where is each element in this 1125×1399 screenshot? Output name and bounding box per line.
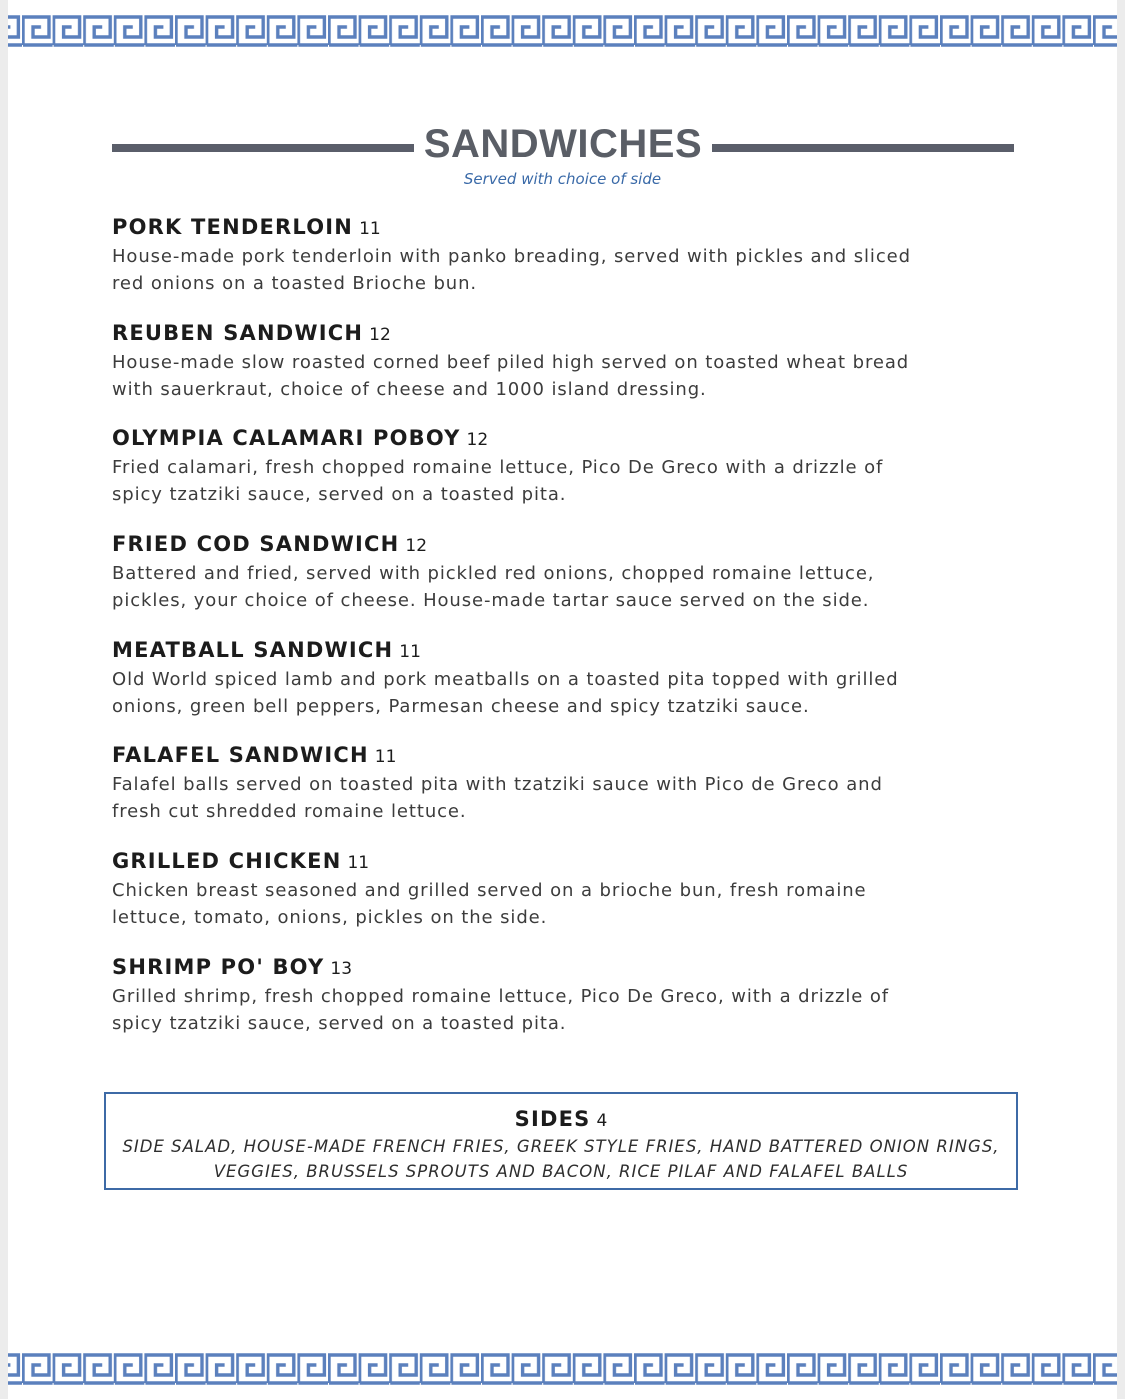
menu-item bbox=[112, 847, 1012, 953]
item-description: Old World spiced lamb and pork meatballs on a toasted pita topped with grilled onions, green bell peppers, Parmesan cheese and spicy tzatziki sauce. bbox=[112, 668, 899, 717]
menu-item bbox=[112, 213, 1012, 319]
menu-item bbox=[112, 530, 1012, 636]
greek-key-border-top bbox=[8, 12, 1117, 52]
greek-key-border-bottom bbox=[8, 1350, 1117, 1390]
section-header bbox=[112, 120, 1014, 168]
menu-item bbox=[112, 636, 1012, 742]
item-price: 11 bbox=[399, 641, 421, 662]
header-rule-left bbox=[112, 144, 414, 152]
page-edge-left bbox=[0, 0, 8, 1399]
item-name: OLYMPIA CALAMARI POBOY bbox=[112, 426, 461, 451]
item-name: GRILLED CHICKEN bbox=[112, 849, 342, 874]
item-price: 11 bbox=[374, 747, 397, 768]
item-price: 12 bbox=[405, 536, 428, 557]
item-description: House-made slow roasted corned beef piled high served on toasted wheat bread with sauerkraut, choice of cheese and 1000 island dressing. bbox=[112, 351, 910, 400]
item-name: PORK TENDERLOIN bbox=[112, 215, 354, 239]
header-rule-right bbox=[712, 144, 1014, 152]
item-description: Battered and fried, served with pickled red onions, chopped romaine lettuce, pickles, your choice of cheese. House-made tartar sauce served on the side. bbox=[112, 563, 875, 612]
item-price: 12 bbox=[466, 430, 489, 451]
item-price: 11 bbox=[359, 219, 381, 239]
sides-box bbox=[104, 1092, 1018, 1190]
item-description: House-made pork tenderloin with panko breading, served with pickles and sliced red onions on a toasted Brioche bun. bbox=[112, 246, 911, 294]
page-title: SANDWICHES bbox=[423, 121, 703, 166]
sides-list: SIDE SALAD, HOUSE-MADE FRENCH FRIES, GREEK STYLE FRIES, HAND BATTERED ONION RINGS, VEGGIES, BRUSSELS SPROUTS AND BACON, RICE PILAF AND FALAFEL BALLS bbox=[122, 1137, 1000, 1181]
item-description: Grilled shrimp, fresh chopped romaine lettuce, Pico De Greco, with a drizzle of spicy tzatziki sauce, served on a toasted pita. bbox=[112, 985, 890, 1034]
menu-item bbox=[112, 741, 1012, 847]
menu-item bbox=[112, 953, 1012, 1059]
item-price: 13 bbox=[330, 958, 353, 979]
menu-item bbox=[112, 319, 1012, 425]
item-name: REUBEN SANDWICH bbox=[112, 320, 364, 345]
sides-title: SIDES bbox=[514, 1107, 591, 1131]
menu-item bbox=[112, 424, 1012, 530]
item-description: Fried calamari, fresh chopped romaine lettuce, Pico De Greco with a drizzle of spicy tzatziki sauce, served on a toasted pita. bbox=[112, 457, 884, 506]
item-name: SHRIMP PO' BOY bbox=[112, 954, 325, 979]
item-description: Chicken breast seasoned and grilled served on a brioche bun, fresh romaine lettuce, tomato, onions, pickles on the side. bbox=[112, 880, 867, 929]
item-name: FRIED COD SANDWICH bbox=[112, 532, 400, 557]
sides-price: 4 bbox=[596, 1111, 608, 1131]
item-price: 12 bbox=[369, 324, 391, 345]
page-edge-right bbox=[1117, 0, 1125, 1399]
section-subtitle: Served with choice of side bbox=[463, 170, 662, 188]
menu-items-list bbox=[112, 213, 1012, 1059]
item-price: 11 bbox=[347, 853, 370, 874]
item-name: MEATBALL SANDWICH bbox=[112, 637, 394, 662]
item-description: Falafel balls served on toasted pita with tzatziki sauce with Pico de Greco and fresh cut shredded romaine lettuce. bbox=[112, 774, 883, 823]
item-name: FALAFEL SANDWICH bbox=[112, 743, 369, 768]
